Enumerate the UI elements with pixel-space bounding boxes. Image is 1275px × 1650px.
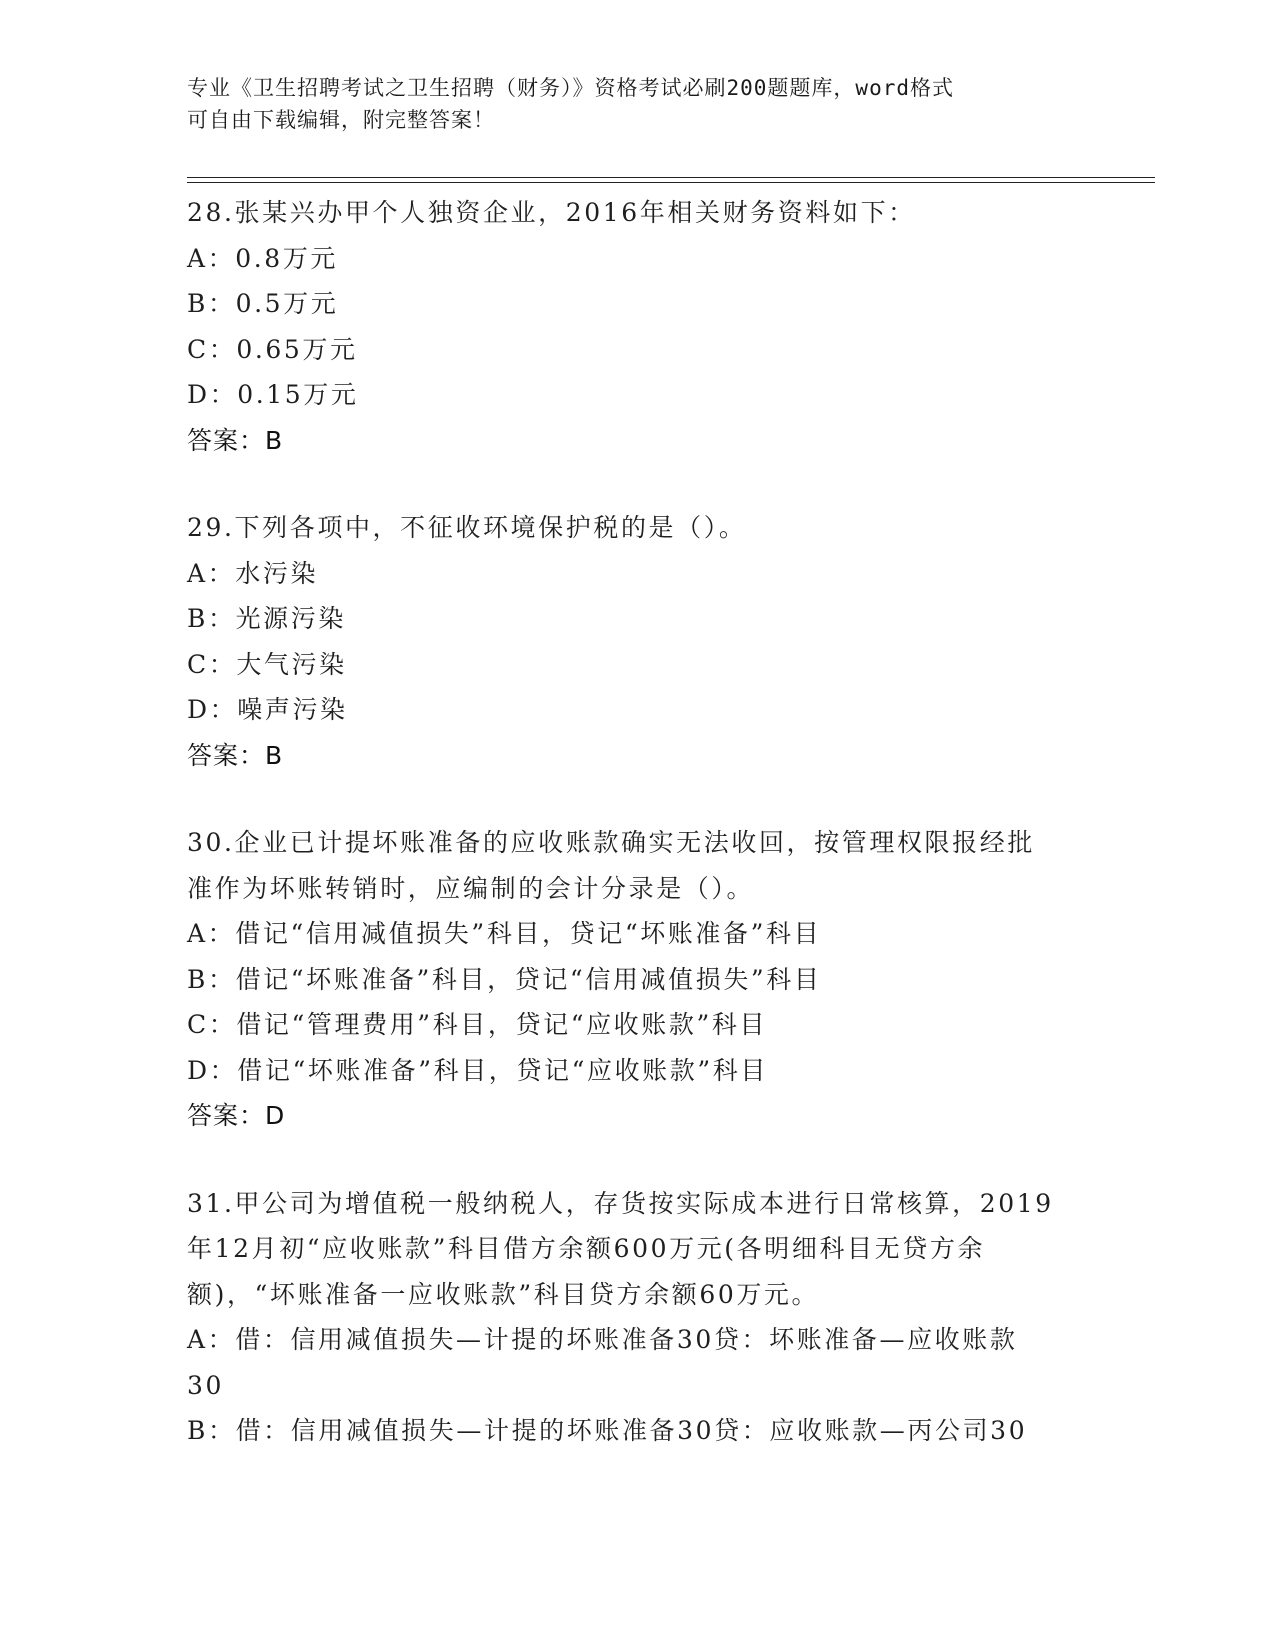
header-divider-bottom bbox=[187, 182, 1155, 183]
option-line: C：借记“管理费用”科目，贷记“应收账款”科目 bbox=[187, 1010, 768, 1039]
question-stem-line: 29.下列各项中，不征收环境保护税的是（）。 bbox=[187, 513, 747, 542]
header-line-1: 专业《卫生招聘考试之卫生招聘（财务）》资格考试必刷200题题库，word格式 bbox=[187, 76, 954, 100]
option-line: A：借记“信用减值损失”科目，贷记“坏账准备”科目 bbox=[187, 919, 822, 948]
option-line: 30 bbox=[187, 1370, 225, 1400]
question-block bbox=[187, 505, 1087, 778]
question-stem-line: 准作为坏账转销时，应编制的会计分录是（）。 bbox=[187, 873, 755, 903]
question-block bbox=[187, 1181, 1087, 1454]
option-line: B：光源污染 bbox=[187, 604, 346, 633]
answer-line: 答案：B bbox=[187, 425, 284, 455]
header-divider-top bbox=[187, 177, 1155, 178]
question-stem-line: 额)，“坏账准备一应收账款”科目贷方余额60万元。 bbox=[187, 1279, 820, 1309]
header-line-2: 可自由下载编辑，附完整答案！ bbox=[187, 108, 495, 132]
question-stem-line: 30.企业已计提坏账准备的应收账款确实无法收回，按管理权限报经批 bbox=[187, 828, 1035, 857]
option-line: D：借记“坏账准备”科目，贷记“应收账款”科目 bbox=[187, 1055, 768, 1085]
option-line: C：大气污染 bbox=[187, 649, 347, 679]
option-line: B：借：信用减值损失—计提的坏账准备30贷：应收账款—丙公司30 bbox=[187, 1416, 1028, 1445]
option-line: D：噪声污染 bbox=[187, 695, 348, 724]
question-stem-line: 年12月初“应收账款”科目借方余额600万元(各明细科目无贷方余 bbox=[187, 1234, 986, 1263]
option-line: A：0.8万元 bbox=[187, 243, 339, 273]
question-list bbox=[187, 190, 1087, 1496]
option-line: B：0.5万元 bbox=[187, 289, 339, 318]
answer-line: 答案：B bbox=[187, 740, 284, 770]
answer-line: 答案：D bbox=[187, 1101, 286, 1130]
question-stem-line: 28.张某兴办甲个人独资企业，2016年相关财务资料如下： bbox=[187, 198, 916, 227]
document-header bbox=[187, 72, 1087, 136]
option-line: A：借：信用减值损失—计提的坏账准备30贷：坏账准备—应收账款 bbox=[187, 1325, 1018, 1354]
question-block bbox=[187, 190, 1087, 463]
option-line: B：借记“坏账准备”科目，贷记“信用减值损失”科目 bbox=[187, 964, 822, 994]
option-line: D：0.15万元 bbox=[187, 380, 359, 409]
option-line: C：0.65万元 bbox=[187, 334, 358, 364]
question-block bbox=[187, 820, 1087, 1139]
option-line: A：水污染 bbox=[187, 558, 319, 588]
question-stem-line: 31.甲公司为增值税一般纳税人，存货按实际成本进行日常核算，2019 bbox=[187, 1188, 1054, 1218]
